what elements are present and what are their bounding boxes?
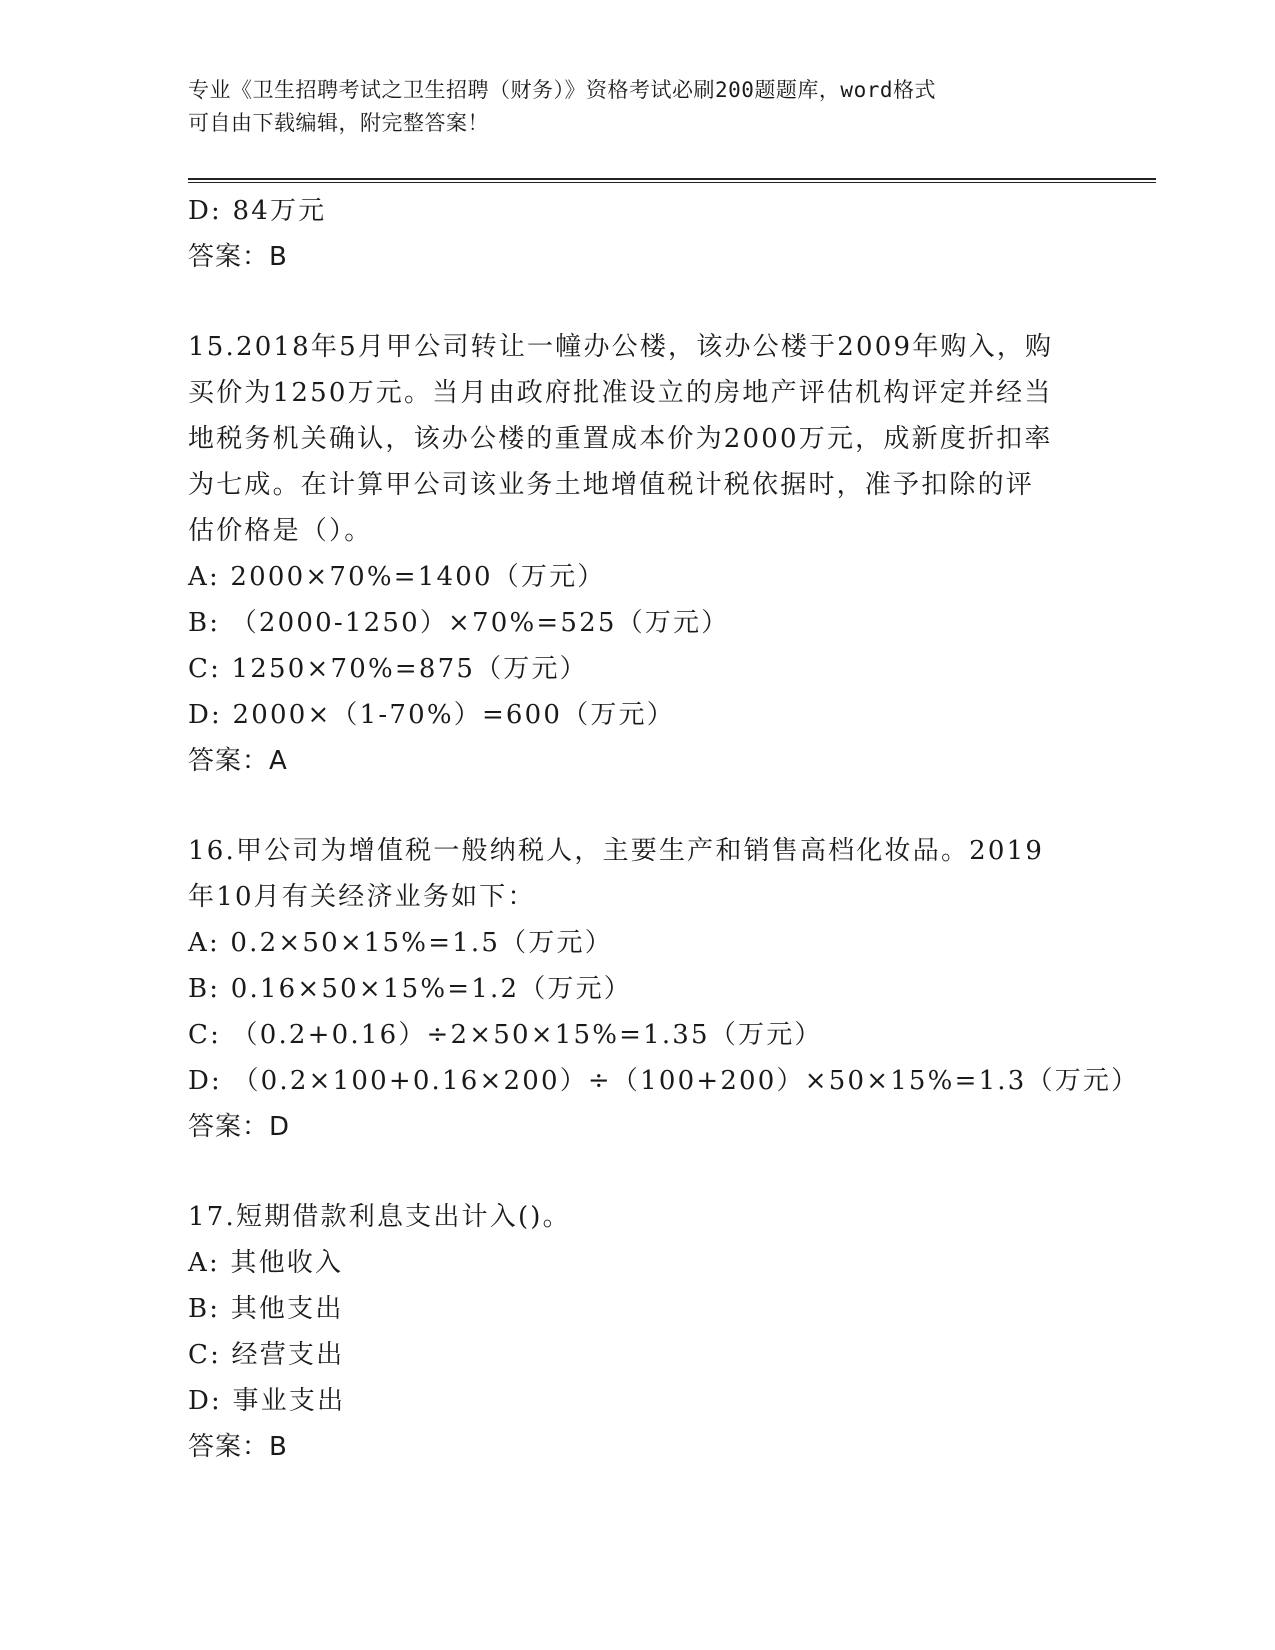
question-stem-line: 16.甲公司为增值税一般纳税人，主要生产和销售高档化妆品。2019	[188, 836, 1045, 866]
answer-label: 答案：D	[188, 1112, 291, 1142]
option-c: C: 经营支出	[188, 1340, 345, 1370]
option-b: B: （2000-1250）×70%=525（万元）	[188, 608, 730, 638]
option-b: B: 其他支出	[188, 1294, 344, 1324]
document-header	[188, 74, 1068, 140]
option-a: A: 其他收入	[188, 1248, 344, 1278]
question-stem-line: 为七成。在计算甲公司该业务土地增值税计税依据时，准予扣除的评	[188, 470, 1035, 500]
option-a: A: 0.2×50×15%=1.5（万元）	[188, 928, 613, 958]
header-divider-thick	[188, 178, 1156, 180]
header-line-2: 可自由下载编辑，附完整答案！	[188, 111, 489, 135]
header-divider-thin	[188, 182, 1156, 183]
question-stem-line: 地税务机关确认，该办公楼的重置成本价为2000万元，成新度折扣率	[188, 424, 1053, 454]
option-b: B: 0.16×50×15%=1.2（万元）	[188, 974, 632, 1004]
option-c: C: 1250×70%=875（万元）	[188, 654, 588, 684]
question-list	[188, 188, 1140, 1470]
option-d: D: 事业支出	[188, 1386, 346, 1416]
answer-label: 答案：A	[188, 746, 288, 776]
question-stem-line: 买价为1250万元。当月由政府批准设立的房地产评估机构评定并经当	[188, 378, 1053, 408]
header-line-1: 专业《卫生招聘考试之卫生招聘（财务）》资格考试必刷200题题库，word格式	[188, 78, 936, 102]
question-stem-line: 17.短期借款利息支出计入()。	[188, 1202, 571, 1232]
option-d: D: 2000×（1-70%）=600（万元）	[188, 700, 675, 730]
option-c: C: （0.2+0.16）÷2×50×15%=1.35（万元）	[188, 1020, 823, 1050]
answer-label: 答案：B	[188, 1432, 288, 1462]
question-14-tail	[188, 188, 1088, 280]
question-17	[188, 1194, 1088, 1470]
option-a: A: 2000×70%=1400（万元）	[188, 562, 606, 592]
question-stem-line: 15.2018年5月甲公司转让一幢办公楼，该办公楼于2009年购入，购	[188, 332, 1054, 362]
question-15	[188, 324, 1088, 784]
question-16	[188, 828, 1140, 1150]
question-stem-line: 年10月有关经济业务如下：	[188, 882, 536, 912]
question-stem-line: 估价格是（）。	[188, 516, 373, 546]
option-d: D: 84万元	[188, 196, 327, 226]
answer-label: 答案：B	[188, 242, 288, 272]
option-d: D: （0.2×100+0.16×200）÷（100+200）×50×15%=1.3（万元）	[188, 1066, 1140, 1096]
